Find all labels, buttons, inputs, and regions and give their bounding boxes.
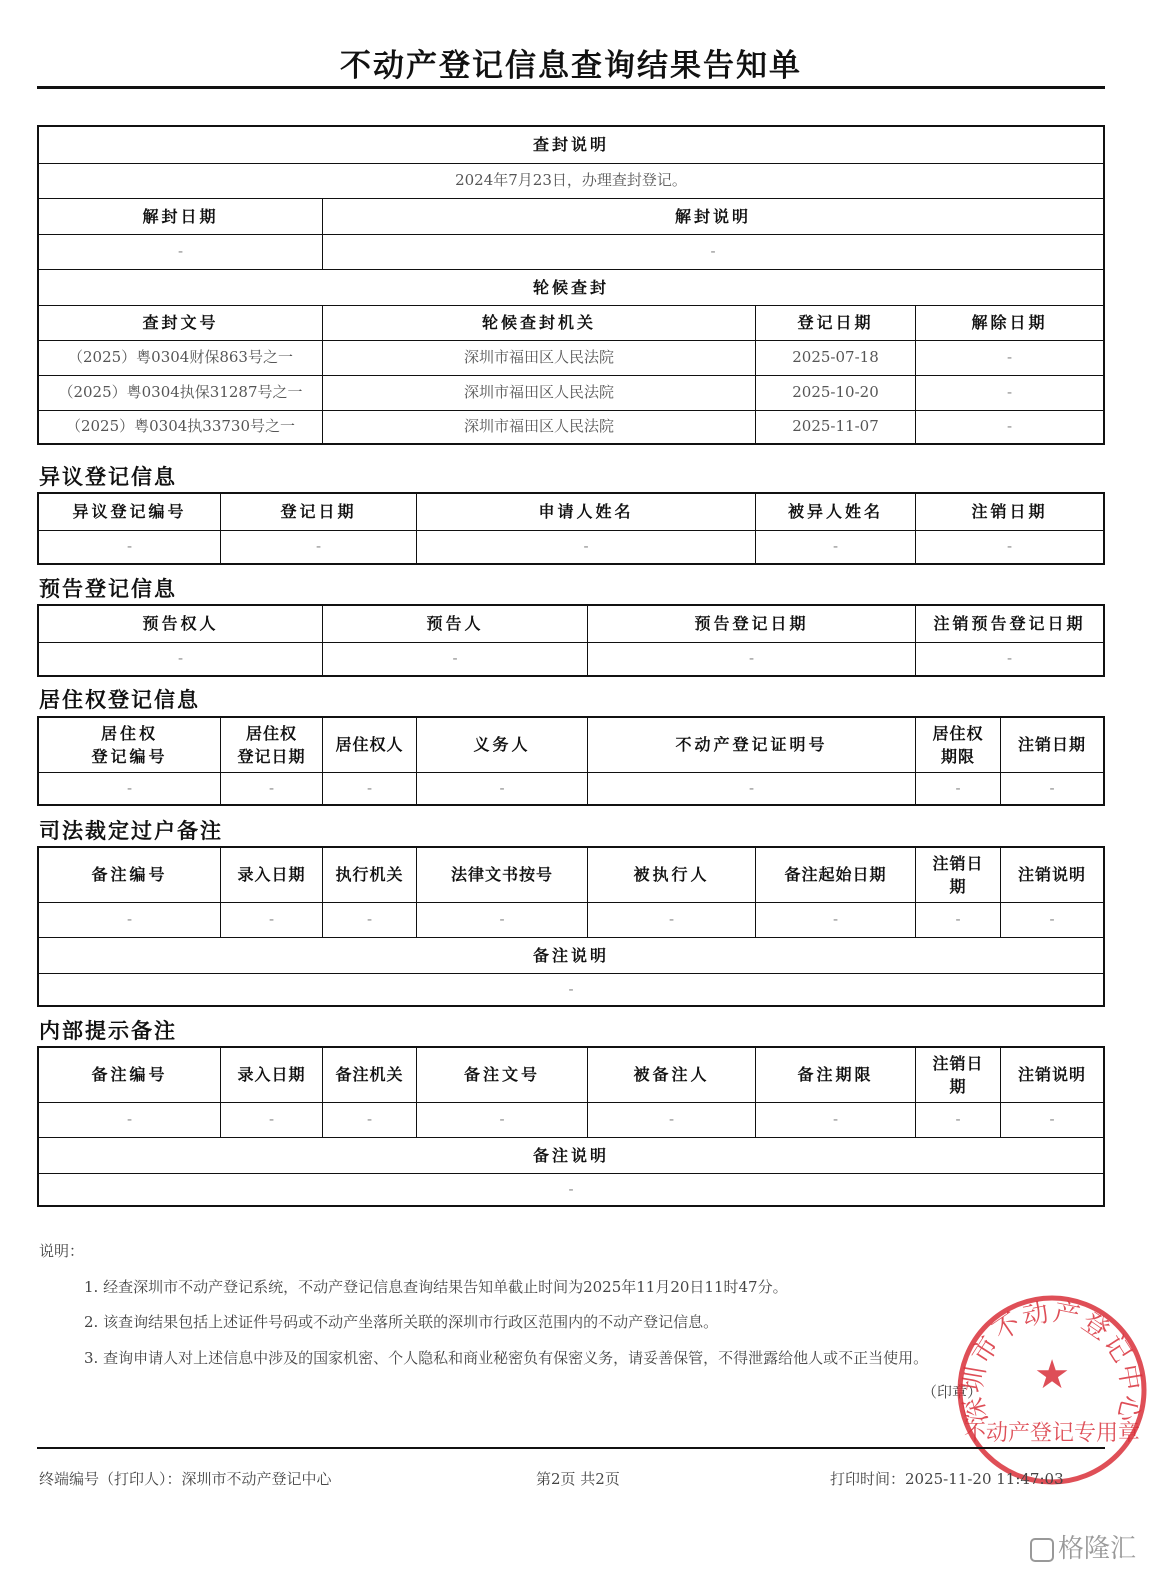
registration-date: 2025-07-18: [755, 341, 915, 375]
table-cell: -: [587, 903, 755, 937]
table-cell: -: [322, 903, 416, 937]
waiting-header-row: [39, 269, 1103, 305]
advance-table: [37, 604, 1105, 677]
svg-text:深圳市不动产登记中心: 深圳市不动产登记中心: [957, 1297, 1147, 1427]
release-desc: -: [322, 235, 1103, 269]
table-cell: -: [322, 643, 587, 675]
table-row: [39, 375, 1103, 410]
footer-rule: [37, 1447, 1105, 1449]
table-cell: -: [915, 643, 1103, 675]
table-cell: -: [126, 537, 133, 556]
column-header: 登记日期: [755, 306, 915, 340]
table-row: [39, 410, 1103, 443]
print-time: 打印时间：2025-11-20 11:47:03: [830, 1470, 1064, 1488]
svg-text:不动产登记专用章: 不动产登记专用章: [963, 1421, 1141, 1446]
watermark-logo-icon: [1030, 1538, 1054, 1562]
watermark: [1030, 1528, 1136, 1565]
table-cell: -: [126, 910, 133, 929]
page-number: 第2页 共2页: [536, 1470, 620, 1488]
column-header: 备注期限: [755, 1048, 915, 1102]
judicial-note-header-row: [39, 937, 1103, 973]
table-row: [39, 340, 1103, 375]
column-header: 轮候查封机关: [322, 306, 755, 340]
column-header: 居住权 登记日期: [220, 718, 322, 772]
table-cell: -: [416, 1103, 587, 1137]
advance-columns-row: [39, 606, 1103, 642]
table-cell: -: [915, 903, 1000, 937]
residence-section-title: 居住权登记信息: [39, 688, 200, 712]
waiting-seizure-header: 轮候查封: [532, 277, 609, 297]
table-cell: -: [587, 773, 915, 804]
official-seal-stamp: [952, 1290, 1152, 1490]
table-cell: -: [126, 1110, 133, 1129]
seizure-authority: 深圳市福田区人民法院: [322, 341, 755, 375]
residence-table: [37, 716, 1105, 806]
seizure-doc-number: （2025）粤0304执保31287号之一: [58, 383, 303, 402]
note-header: 备注说明: [532, 945, 609, 965]
seizure-doc-number: （2025）粤0304执33730号之一: [65, 417, 296, 436]
column-header: 备注编号: [91, 865, 168, 885]
release-header-row: [39, 198, 1103, 234]
column-header: 不动产登记证明号: [587, 718, 915, 772]
table-cell: -: [177, 649, 184, 668]
column-header: 注销预告登记日期: [915, 606, 1103, 642]
table-cell: -: [220, 531, 416, 563]
release-date-value: -: [915, 411, 1103, 443]
judicial-note-row: [39, 973, 1103, 1005]
waiting-columns-row: [39, 305, 1103, 340]
column-header: 申请人姓名: [416, 494, 755, 530]
column-header: 注销日 期: [915, 1048, 1000, 1102]
seizure-desc-row: [39, 163, 1103, 198]
column-header: 解除日期: [915, 306, 1103, 340]
internal-columns-row: [39, 1048, 1103, 1102]
document-title: 不动产登记信息查询结果告知单: [340, 48, 802, 84]
registration-date: 2025-10-20: [755, 376, 915, 410]
terminal-info: 终端编号（打印人）：深圳市不动产登记中心: [39, 1470, 332, 1488]
table-cell: -: [220, 903, 322, 937]
seizure-authority: 深圳市福田区人民法院: [322, 411, 755, 443]
seizure-doc-number: （2025）粤0304财保863号之一: [68, 348, 293, 367]
column-header: 录入日期: [220, 848, 322, 902]
objection-section-title: 异议登记信息: [39, 465, 177, 489]
table-row: [39, 1102, 1103, 1137]
column-header: 查封文号: [142, 313, 219, 333]
title-rule: [37, 86, 1105, 89]
note-item: 2. 该查询结果包括上述证件号码或不动产坐落所关联的深圳市行政区范围内的不动产登记信息。: [84, 1313, 719, 1331]
judicial-section-title: 司法裁定过户备注: [39, 819, 223, 843]
column-header: 预告人: [322, 606, 587, 642]
advance-section-title: 预告登记信息: [39, 577, 177, 601]
column-header: 注销日期: [915, 494, 1103, 530]
table-row: [39, 642, 1103, 675]
registration-date: 2025-11-07: [755, 411, 915, 443]
column-header: 注销说明: [1000, 1048, 1103, 1102]
table-row: [39, 902, 1103, 937]
note-value: -: [568, 1179, 574, 1198]
table-row: [39, 530, 1103, 563]
column-header: 预告权人: [142, 614, 219, 634]
column-header: 义务人: [416, 718, 587, 772]
column-header: 法律文书按号: [416, 848, 587, 902]
table-cell: -: [416, 773, 587, 804]
objection-table: [37, 492, 1105, 565]
seal-note: （印章）: [922, 1383, 983, 1401]
release-date-value: -: [915, 376, 1103, 410]
internal-section-title: 内部提示备注: [39, 1019, 177, 1043]
release-date-label: 解封日期: [142, 206, 219, 226]
note-item: 1. 经查深圳市不动产登记系统，不动产登记信息查询结果告知单截止时间为2025年11月20日11时47分。: [84, 1278, 788, 1296]
release-desc-label: 解封说明: [322, 199, 1103, 234]
column-header: 异议登记编号: [72, 502, 187, 522]
column-header: 注销日期: [1000, 718, 1103, 772]
release-date: -: [177, 242, 184, 261]
seizure-authority: 深圳市福田区人民法院: [322, 376, 755, 410]
note-value: -: [568, 979, 574, 998]
table-cell: -: [1000, 1103, 1103, 1137]
table-cell: -: [755, 903, 915, 937]
column-header: 被备注人: [587, 1048, 755, 1102]
column-header: 备注编号: [91, 1065, 168, 1085]
table-cell: -: [587, 643, 915, 675]
column-header: 备注机关: [322, 1048, 416, 1102]
internal-note-header-row: [39, 1137, 1103, 1173]
seizure-header-row: [39, 127, 1103, 163]
table-cell: -: [322, 773, 416, 804]
table-cell: -: [416, 531, 755, 563]
column-header: 被执行人: [587, 848, 755, 902]
table-cell: -: [220, 1103, 322, 1137]
residence-columns-row: [39, 718, 1103, 772]
internal-note-row: [39, 1173, 1103, 1205]
column-header: 注销说明: [1000, 848, 1103, 902]
table-cell: -: [1000, 773, 1103, 804]
judicial-columns-row: [39, 848, 1103, 902]
seizure-table: [37, 125, 1105, 445]
table-cell: -: [915, 531, 1103, 563]
column-header: 录入日期: [220, 1048, 322, 1102]
column-header: 被异人姓名: [755, 494, 915, 530]
table-cell: -: [1000, 903, 1103, 937]
objection-columns-row: [39, 494, 1103, 530]
column-header: 登记日期: [220, 494, 416, 530]
note-item: 3. 查询申请人对上述信息中涉及的国家机密、个人隐私和商业秘密负有保密义务，请妥善保管，不得泄露给他人或不正当使用。: [84, 1349, 929, 1367]
notes-label: 说明：: [39, 1242, 85, 1260]
column-header: 预告登记日期: [587, 606, 915, 642]
release-date-value: -: [915, 341, 1103, 375]
seizure-header: 查封说明: [532, 135, 609, 155]
table-cell: -: [220, 773, 322, 804]
judicial-table: [37, 846, 1105, 1007]
table-cell: -: [126, 778, 133, 797]
column-header: 居住权人: [322, 718, 416, 772]
column-header: 备注起始日期: [755, 848, 915, 902]
table-cell: -: [322, 1103, 416, 1137]
table-cell: -: [915, 1103, 1000, 1137]
table-cell: -: [416, 903, 587, 937]
seizure-desc: 2024年7月23日，办理查封登记。: [455, 171, 687, 190]
table-cell: -: [915, 773, 1000, 804]
watermark-text: 格隆汇: [1058, 1534, 1137, 1564]
column-header: 居住权 登记编号: [91, 723, 168, 766]
column-header: 备注文号: [416, 1048, 587, 1102]
release-value-row: [39, 234, 1103, 269]
internal-table: [37, 1046, 1105, 1207]
column-header: 注销日 期: [915, 848, 1000, 902]
column-header: 居住权 期限: [915, 718, 1000, 772]
table-cell: -: [755, 1103, 915, 1137]
column-header: 执行机关: [322, 848, 416, 902]
svg-text:★: ★: [1034, 1352, 1070, 1398]
table-cell: -: [587, 1103, 755, 1137]
table-row: [39, 772, 1103, 804]
note-header: 备注说明: [532, 1145, 609, 1165]
table-cell: -: [755, 531, 915, 563]
